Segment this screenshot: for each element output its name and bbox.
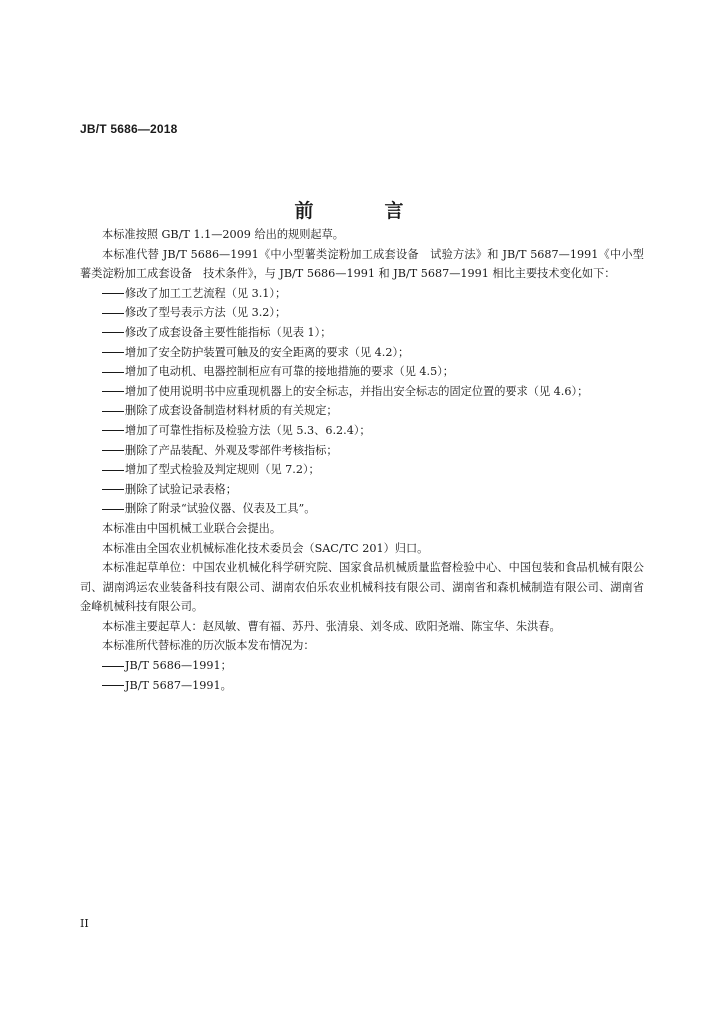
list-item: 增加了电动机、电器控制柜应有可靠的接地措施的要求（见 4.5）； xyxy=(80,362,644,382)
dash-icon xyxy=(102,293,124,294)
dash-icon xyxy=(102,372,124,373)
list-item: 增加了可靠性指标及检验方法（见 5.3、6.2.4）； xyxy=(80,421,644,441)
list-item: 删除了附录“试验仪器、仪表及工具”。 xyxy=(80,499,644,519)
paragraph-drafting-rules: 本标准按照 GB/T 1.1—2009 给出的规则起草。 xyxy=(102,228,344,241)
dash-icon xyxy=(102,666,124,667)
page-title: 前 言 xyxy=(294,200,430,222)
paragraph-replacement: 本标准代替 JB/T 5686—1991《中小型薯类淀粉加工成套设备 试验方法》和 JB/T 5687—1991《中小型薯类淀粉加工成套设备 技术条件》，与 JB/T 5686—1991 和 JB/T 5687—1991 相比主要技术变化如下： xyxy=(80,247,644,281)
list-item: 增加了型式检验及判定规则（见 7.2）； xyxy=(80,460,644,480)
list-item: 修改了成套设备主要性能指标（见表 1）； xyxy=(80,323,644,343)
history-list xyxy=(80,656,644,695)
dash-icon xyxy=(102,391,124,392)
list-item: 增加了使用说明书中应重现机器上的安全标志，并指出安全标志的固定位置的要求（见 4.6）； xyxy=(80,382,644,402)
paragraph-history-intro: 本标准所代替标准的历次版本发布情况为： xyxy=(102,639,315,653)
dash-icon xyxy=(102,352,124,353)
list-item: 删除了成套设备制造材料材质的有关规定； xyxy=(80,401,644,421)
changes-list xyxy=(80,284,644,519)
standard-code: JB/T 5686—2018 xyxy=(80,122,178,136)
list-item: JB/T 5686—1991； xyxy=(80,656,644,676)
list-item: 删除了试验记录表格； xyxy=(80,480,644,500)
dash-icon xyxy=(102,332,124,333)
list-item: 增加了安全防护装置可触及的安全距离的要求（见 4.2）； xyxy=(80,343,644,363)
paragraph-proposed-by: 本标准由中国机械工业联合会提出。 xyxy=(102,521,282,535)
dash-icon xyxy=(102,509,124,510)
dash-icon xyxy=(102,685,124,686)
dash-icon xyxy=(102,450,124,451)
list-item: 修改了型号表示方法（见 3.2）； xyxy=(80,303,644,323)
dash-icon xyxy=(102,470,124,471)
foreword-body xyxy=(80,225,644,695)
page-number: II xyxy=(80,917,89,930)
list-item: JB/T 5687—1991。 xyxy=(80,676,644,696)
list-item: 修改了加工工艺流程（见 3.1）； xyxy=(80,284,644,304)
paragraph-drafters: 本标准主要起草人：赵凤敏、曹有福、苏丹、张清泉、刘冬成、欧阳尧端、陈宝华、朱洪春。 xyxy=(102,619,561,633)
dash-icon xyxy=(102,430,124,431)
paragraph-technical-committee: 本标准由全国农业机械标准化技术委员会（SAC/TC 201）归口。 xyxy=(102,541,429,555)
paragraph-drafting-units: 本标准起草单位：中国农业机械化科学研究院、国家食品机械质量监督检验中心、中国包装和食品机械有限公司、湖南鸿运农业装备科技有限公司、湖南农伯乐农业机械科技有限公司、湖南省和森机械制造有限公司、湖南省金峰机械科技有限公司。 xyxy=(80,561,644,614)
dash-icon xyxy=(102,489,124,490)
list-item: 删除了产品装配、外观及零部件考核指标； xyxy=(80,441,644,461)
dash-icon xyxy=(102,411,124,412)
dash-icon xyxy=(102,313,124,314)
